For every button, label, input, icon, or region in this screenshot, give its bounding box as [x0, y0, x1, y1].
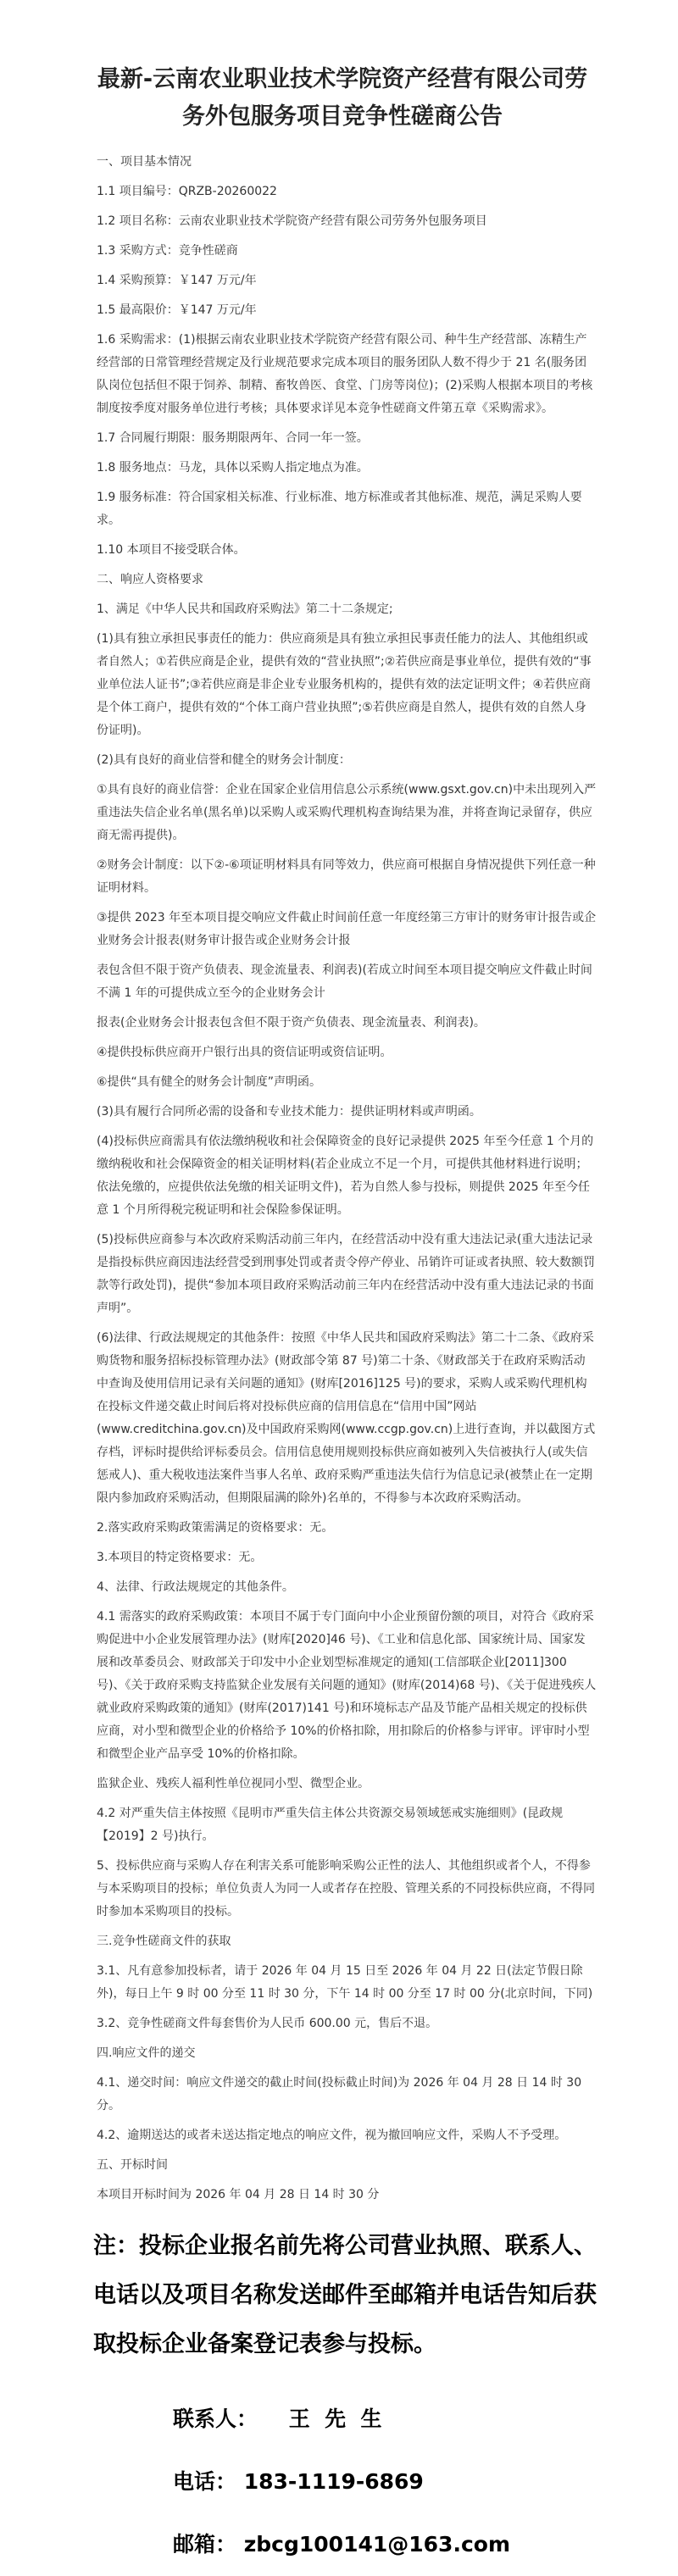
qualification-item: (5)投标供应商参与本次政府采购活动前三年内，在经营活动中没有重大违法记录(重大违法记录是指投标供应商因违法经营受到刑事处罚或者责令停产停业、吊销许可证或者执照、较大数额罚款等行政处罚)，提供“参加本项目政府采购活动前三年内在经营活动中没有重大违法记录的书面声明”。	[97, 1233, 595, 1315]
procurement-method: 1.3 采购方式：竞争性磋商	[97, 244, 238, 258]
qualification-item: ⑥提供“具有健全的财务会计制度”声明函。	[97, 1075, 322, 1089]
submission-item: 4.1、递交时间：响应文件递交的截止时间(投标截止时间)为 2026 年 04 月 28 日 14 时 30 分。	[97, 2076, 582, 2112]
service-location: 1.8 服务地点：马龙，具体以采购人指定地点为准。	[97, 461, 369, 475]
contract-period: 1.7 合同履行期限：服务期限两年、合同一年一签。	[97, 431, 369, 445]
announcement-body	[97, 151, 597, 2207]
policy-item: 4.1 需落实的政府采购政策：本项目不属于专门面向中小企业预留份额的项目，对符合《政府采购促进中小企业发展管理办法》(财库[2020]46 号)、《工业和信息化部、国家统计局、国家发展和改革委员会、财政部关于印发中小企业划型标准规定的通知(工信部联企业[2011]300 号)、《关于政府采购支持监狱企业发展有关问题的通知》(财库(2014)68 号)、《关于促进残疾人就业政府采购政策的通知》(财库(2017)141 号)和环境标志产品及节能产品相关规定的投标供应商，对小型和微型企业的价格给予 10%的价格扣除，用扣除后的价格参与评审。评审时小型和微型企业产品享受 10%的价格扣除。	[97, 1610, 597, 1761]
qualification-item: 1、满足《中华人民共和国政府采购法》第二十二条规定;	[97, 602, 393, 616]
procurement-budget: 1.4 采购预算：￥147 万元/年	[97, 274, 257, 287]
procurement-requirements: 1.6 采购需求：(1)根据云南农业职业技术学院资产经营有限公司、种牛生产经营部、冻精生产经营部的日常管理经营规定及行业规范要求完成本项目的服务团队人数不得少于 21 名(服务团队岗位包括但不限于饲养、制精、畜牧兽医、食堂、门房等岗位)；(2)采购人根据本项目的考核制度按季度对服务单位进行考核；具体要求详见本竞争性磋商文件第五章《采购需求》。	[97, 333, 593, 415]
document-item: 3.1、凡有意参加投标者，请于 2026 年 04 月 15 日至 2026 年 04 月 22 日(法定节假日除外)，每日上午 9 时 00 分至 11 时 30 分，下午 14 时 00 分至 17 时 00 分(北京时间，下同)	[97, 1964, 593, 2001]
section-heading: 四.响应文件的递交	[97, 2046, 196, 2060]
contact-person-value: 王 先 生	[288, 2407, 382, 2431]
qualification-item: ③提供 2023 年至本项目提交响应文件截止时间前任意一年度经第三方审计的财务审计报告或企业财务会计报表(财务审计报告或企业财务会计报	[97, 911, 597, 947]
project-name: 1.2 项目名称：云南农业职业技术学院资产经营有限公司劳务外包服务项目	[97, 214, 487, 228]
registration-notice: 注：投标企业报名前先将公司营业执照、联系人、电话以及项目名称发送邮件至邮箱并电话告知后获取投标企业备案登记表参与投标。	[93, 2233, 597, 2357]
project-number: 1.1 项目编号：QRZB-20260022	[97, 185, 277, 198]
qualification-item: (6)法律、行政法规规定的其他条件：按照《中华人民共和国政府采购法》第二十二条、《政府采购货物和服务招标投标管理办法》(财政部令第 87 号)第二十条、《财政部关于在政府采购活动中查询及使用信用记录有关问题的通知》(财库[2016]125 号)的要求，采购人或采购代理机构在投标文件递交截止时间后将对投标供应商的信用信息在“信用中国”网站(www.creditchina.gov.cn)及中国政府采购网(www.ccgp.gov.cn)上进行查询，并以截图方式存档，评标时提供给评标委员会。信用信息使用规则投标供应商如被列入失信被执行人(或失信惩戒人)、重大税收违法案件当事人名单、政府采购严重违法失信行为信息记录(被禁止在一定期限内参加政府采购活动，但期限届满的除外)名单的，不得参与本次政府采购活动。	[97, 1331, 596, 1505]
contact-email-label: 邮箱：	[173, 2532, 237, 2557]
qualification-item: 2.落实政府采购政策需满足的资格要求：无。	[97, 1521, 334, 1535]
qualification-item: (1)具有独立承担民事责任的能力：供应商须是具有独立承担民事责任能力的法人、其他组织或者自然人；①若供应商是企业，提供有效的“营业执照”;②若供应商是事业单位，提供有效的“事业单位法人证书”;③若供应商是非企业专业服务机构的，提供有效的法定证明文件；④若供应商是个体工商户，提供有效的“个体工商户营业执照”;⑤若供应商是自然人，提供有效的自然人身份证明)。	[97, 632, 592, 737]
contact-phone-label: 电话：	[173, 2469, 237, 2494]
contact-email-row	[173, 2513, 597, 2576]
qualification-item: (3)具有履行合同所必需的设备和专业技术能力：提供证明材料或声明函。	[97, 1105, 481, 1119]
qualification-item: 表包含但不限于资产负债表、现金流量表、利润表)(若成立时间至本项目提交响应文件截止时间不满 1 年的可提供成立至今的企业财务会计	[97, 963, 592, 1000]
contact-person-row	[173, 2388, 597, 2451]
qualification-item: ④提供投标供应商开户银行出具的资信证明或资信证明。	[97, 1046, 392, 1059]
section-heading: 一、项目基本情况	[97, 155, 192, 169]
contact-person-label: 联系人：	[173, 2407, 258, 2431]
qualification-item: (4)投标供应商需具有依法缴纳税收和社会保障资金的良好记录提供 2025 年至今任意 1 个月的缴纳税收和社会保障资金的相关证明材料(若企业成立不足一个月，可提供其他材料进行说明；依法免缴的，应提供依法免缴的相关证明文件)，若为自然人参与投标，则提供 2025 年至今任意 1 个月所得税完税证明和社会保险参保证明。	[97, 1135, 594, 1217]
qualification-item: ②财务会计制度：以下②-⑥项证明材料具有同等效力，供应商可根据自身情况提供下列任意一种证明材料。	[97, 858, 596, 895]
contact-phone-row	[173, 2451, 597, 2513]
section-heading: 二、响应人资格要求	[97, 573, 203, 586]
qualification-item: 报表(企业财务会计报表包含但不限于资产负债表、现金流量表、利润表)。	[97, 1016, 486, 1030]
page-title: 最新-云南农业职业技术学院资产经营有限公司劳务外包服务项目竞争性磋商公告	[97, 66, 588, 130]
policy-item: 监狱企业、残疾人福利性单位视同小型、微型企业。	[97, 1777, 370, 1790]
policy-item: 4.2 对严重失信主体按照《昆明市严重失信主体公共资源交易领域惩戒实施细则》(昆政规【2019】2 号)执行。	[97, 1807, 564, 1843]
max-price: 1.5 最高限价：￥147 万元/年	[97, 303, 257, 317]
qualification-item: (2)具有良好的商业信誉和健全的财务会计制度：	[97, 753, 351, 767]
section-heading: 三.竞争性磋商文件的获取	[97, 1935, 231, 1948]
policy-item: 5、投标供应商与采购人存在利害关系可能影响采购公正性的法人、其他组织或者个人，不得参与本采购项目的投标；单位负责人为同一人或者存在控股、管理关系的不同投标供应商，不得同时参加本采购项目的投标。	[97, 1859, 595, 1918]
submission-item: 4.2、逾期送达的或者未送达指定地点的响应文件，视为撤回响应文件，采购人不予受理。	[97, 2129, 567, 2142]
service-standard: 1.9 服务标准：符合国家相关标准、行业标准、地方标准或者其他标准、规范，满足采购人要求。	[97, 491, 582, 527]
qualification-item: ①具有良好的商业信誉：企业在国家企业信用信息公示系统(www.gsxt.gov.cn)中未出现列入严重违法失信企业名单(黑名单)以采购人或采购代理机构查询结果为准，并将查询记录留存，供应商无需再提供)。	[97, 783, 597, 842]
opening-time: 本项目开标时间为 2026 年 04 月 28 日 14 时 30 分	[97, 2188, 380, 2201]
no-consortium: 1.10 本项目不接受联合体。	[97, 543, 246, 557]
contact-email-value: zbcg100141@163.com	[243, 2532, 510, 2557]
qualification-item: 3.本项目的特定资格要求：无。	[97, 1551, 263, 1564]
contact-block	[97, 2388, 597, 2576]
section-heading: 五、开标时间	[97, 2158, 168, 2172]
qualification-item: 4、法律、行政法规规定的其他条件。	[97, 1580, 294, 1594]
contact-phone-value: 183-1119-6869	[243, 2469, 424, 2494]
document-item: 3.2、竞争性磋商文件每套售价为人民币 600.00 元，售后不退。	[97, 2017, 438, 2030]
